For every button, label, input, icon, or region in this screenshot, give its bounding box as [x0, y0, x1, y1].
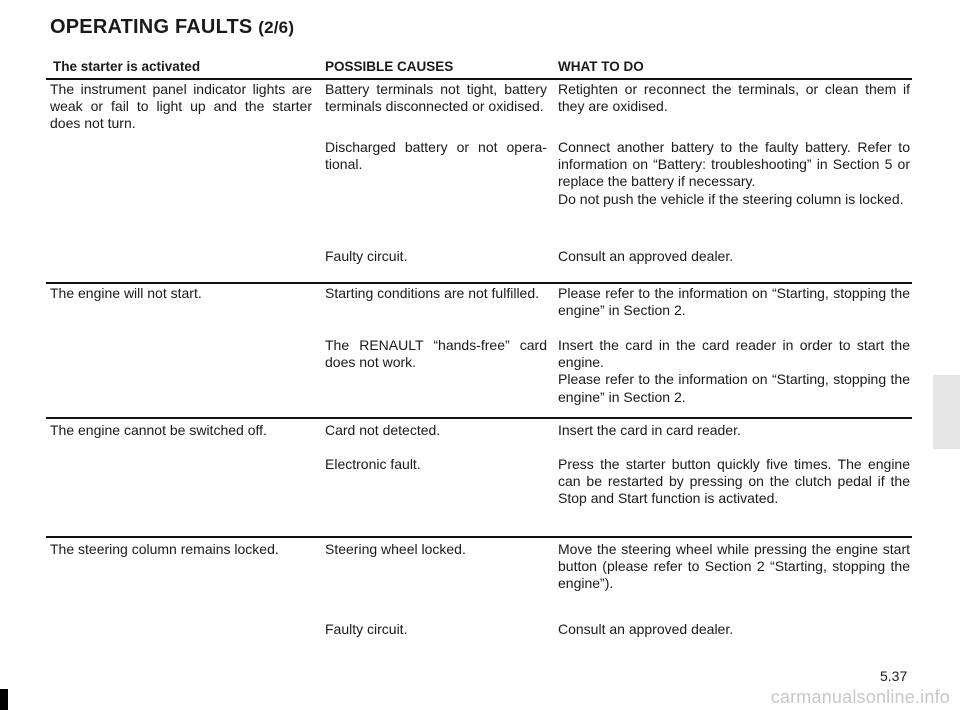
symptom-text: The steering column remains locked. — [50, 541, 279, 557]
table-row — [50, 285, 910, 415]
remedy-text: Press the starter button quickly five times. The engine can be restarted by pressing on the clutch pedal if the Stop and Start function is activated. — [558, 456, 910, 507]
table-header — [50, 59, 910, 79]
page-title — [50, 16, 294, 39]
cause-text: Starting conditions are not fulfilled. — [325, 285, 540, 301]
remedy-text: Please refer to the information on “Starting, stopping the engine” in Section 2. — [558, 285, 910, 319]
cause-text: Steering wheel locked. — [325, 541, 466, 557]
divider — [46, 417, 912, 419]
page-number: 5.37 — [880, 668, 908, 684]
symptom-text: The engine will not start. — [50, 285, 202, 301]
divider — [46, 536, 912, 538]
header-possible-causes: POSSIBLE CAUSES — [325, 59, 454, 74]
section-tab — [933, 375, 960, 449]
symptom-text: The instrument panel indicator lights are weak or fail to light up and the starter does not turn. — [50, 81, 312, 132]
cause-text: Faulty circuit. — [325, 621, 408, 637]
remedy-text: Consult an approved dealer. — [558, 248, 734, 264]
corner-mark — [0, 689, 8, 710]
cause-text: The RENAULT “hands-free” card does not work. — [325, 337, 547, 371]
cause-text: Battery terminals not tight, battery terminals disconnected or oxidised. — [325, 81, 547, 115]
divider — [46, 282, 912, 284]
remedy-text: Insert the card in card reader. — [558, 422, 741, 438]
remedy-paragraph: Please refer to the information on “Starting, stopping the engine” in Section 2. — [558, 371, 910, 405]
watermark: carmanualsonline.info — [770, 687, 950, 707]
remedy-paragraph: Insert the card in the card reader in order to start the engine. — [558, 337, 910, 371]
cause-text: Faulty circuit. — [325, 248, 408, 264]
divider — [46, 78, 912, 80]
table-row — [50, 81, 910, 279]
table-row — [50, 422, 910, 534]
remedy-paragraph: Do not push the vehicle if the steering column is locked. — [558, 190, 904, 207]
symptom-text: The engine cannot be switched off. — [50, 422, 267, 438]
header-what-to-do: WHAT TO DO — [558, 59, 644, 74]
title-text: OPERATING FAULTS — [50, 16, 253, 38]
title-part: (2/6) — [258, 18, 295, 37]
cause-text: Card not detected. — [325, 422, 441, 438]
remedy-text — [558, 337, 910, 406]
cause-text: Discharged battery or not operational. — [325, 139, 547, 173]
remedy-text: Move the steering wheel while pressing the engine start button (please refer to Section 2 “Starting, stopping the engine”). — [558, 541, 910, 592]
table-row — [50, 541, 910, 651]
remedy-text: Consult an approved dealer. — [558, 621, 734, 637]
remedy-text: Retighten or reconnect the terminals, or clean them if they are oxidised. — [558, 81, 910, 115]
remedy-text — [558, 139, 910, 208]
remedy-paragraph: Connect another battery to the faulty battery. Refer to information on “Battery: troubleshooting” in Section 5 or replace the battery if necessary. — [558, 139, 910, 190]
cause-text: Electronic fault. — [325, 456, 421, 472]
header-symptom: The starter is activated — [53, 59, 201, 74]
